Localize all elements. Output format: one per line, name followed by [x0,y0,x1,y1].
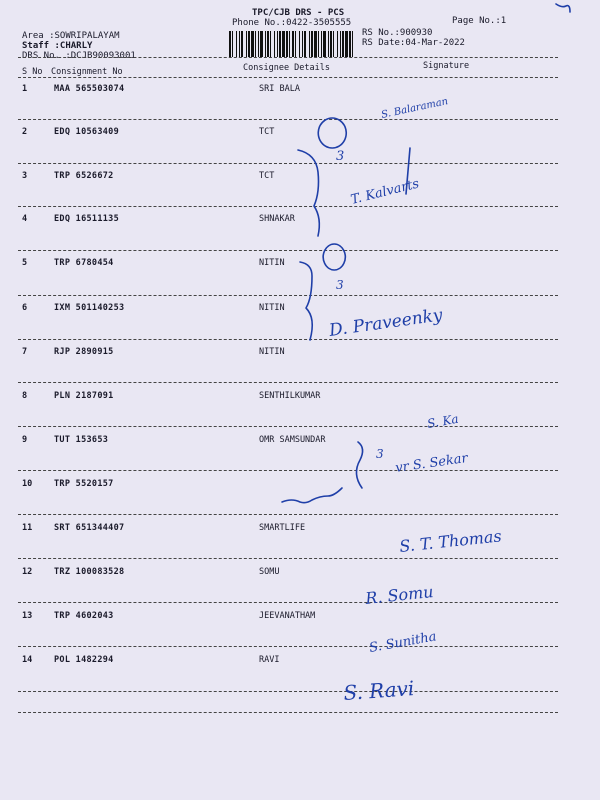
page-number: Page No.:1 [452,16,507,26]
barcode-bar [255,31,256,57]
barcode-bar [302,31,303,57]
row-sno: 4 [22,214,28,224]
row-consignee: OMR SAMSUNDAR [259,435,326,445]
row-consignee: TCT [259,127,275,137]
barcode-bar [314,31,317,57]
row-consignment: PLN 2187091 [54,391,114,401]
col-consignee: Consignee Details [243,63,330,73]
table-row [0,258,600,270]
table-row [0,567,600,579]
row-divider [18,250,558,251]
row-consignment: SRT 651344407 [54,523,125,533]
row-consignee: SRI BALA [259,84,300,94]
document-title: TPC/CJB DRS - PCS [252,8,345,18]
phone-number: Phone No.:0422-3505555 [232,18,352,28]
signature-senthilkumar: S. Ka [426,411,460,431]
barcode-bar [265,31,266,57]
table-row [0,171,600,183]
table-row [0,127,600,139]
row-consignee: SMARTLIFE [259,523,306,533]
table-row [0,391,600,403]
barcode-bar [258,31,259,57]
barcode-bar [277,31,278,57]
barcode-bar [270,31,271,57]
barcode [229,31,355,57]
barcode-bar [260,31,263,57]
barcode-bar [309,31,310,57]
row-divider [18,712,558,713]
column-divider [18,77,558,78]
row-divider [18,470,558,471]
row-divider [18,558,558,559]
barcode-bar [248,31,250,57]
row-sno: 6 [22,303,28,313]
barcode-bar [239,31,240,57]
row-consignee: NITIN [259,303,285,313]
row-sno: 1 [22,84,28,94]
row-consignee: SOMU [259,567,280,577]
row-consignment: TRP 6780454 [54,258,114,268]
barcode-bar [321,31,322,57]
row-sno: 13 [22,611,33,621]
table-row [0,84,600,96]
row-consignment: EDQ 16511135 [54,214,120,224]
row-consignee: RAVI [259,655,280,665]
barcode-bar [279,31,281,57]
barcode-bar [352,31,353,57]
barcode-bar [229,31,231,57]
circled-count: 3 [336,278,344,292]
barcode-bar [289,31,290,57]
barcode-bar [236,31,237,57]
header-divider [18,57,558,58]
col-consignment: Consignment No [51,67,123,77]
row-sno: 11 [22,523,33,533]
barcode-bar [251,31,254,57]
row-divider [18,426,558,427]
circled-count: 3 [376,447,384,461]
barcode-bar [318,31,319,57]
row-consignment: TRP 4602043 [54,611,114,621]
table-row [0,303,600,315]
signature-somu: R. Somu [364,581,435,608]
table-row [0,611,600,623]
row-sno: 7 [22,347,28,357]
barcode-bar [330,31,332,57]
row-consignment: TRP 6526672 [54,171,114,181]
row-sno: 9 [22,435,28,445]
row-consignee: SENTHILKUMAR [259,391,321,401]
barcode-bar [342,31,344,57]
barcode-bar [241,31,243,57]
barcode-bar [282,31,285,57]
barcode-bar [274,31,275,57]
barcode-bar [299,31,300,57]
col-signature: Signature [423,61,470,71]
bracket-mark [300,262,312,340]
barcode-bar [340,31,341,57]
barcode-bar [304,31,306,57]
row-consignment: TUT 153653 [54,435,109,445]
row-consignee: JEEVANATHAM [259,611,316,621]
row-sno: 14 [22,655,33,665]
table-row [0,655,600,667]
row-consignment: IXM 501140253 [54,303,125,313]
row-consignment: MAA 565503074 [54,84,125,94]
barcode-bar [328,31,329,57]
row-divider [18,339,558,340]
barcode-bar [267,31,269,57]
barcode-bar [232,31,233,57]
row-consignment: RJP 2890915 [54,347,114,357]
row-divider [18,119,558,120]
row-consignment: EDQ 10563409 [54,127,120,137]
row-divider [18,206,558,207]
row-consignee: NITIN [259,347,285,357]
table-row [0,479,600,491]
signature-sri-bala: S. Balaraman [380,96,450,121]
row-consignee: NITIN [259,258,285,268]
row-consignee: SHNAKAR [259,214,295,224]
table-row [0,347,600,359]
rs-date: RS Date:04-Mar-2022 [362,38,465,48]
signature-omr: vr S. Sekar [394,450,469,476]
row-divider [18,163,558,164]
area-label: Area :SOWRIPALAYAM [22,31,120,41]
row-sno: 2 [22,127,28,137]
row-consignment: TRP 5520157 [54,479,114,489]
rs-number: RS No.:900930 [362,28,433,38]
row-divider [18,602,558,603]
signature-jeevanatham: S. Sunitha [368,629,438,656]
row-sno: 5 [22,258,28,268]
barcode-bar [323,31,326,57]
barcode-bar [337,31,338,57]
row-sno: 12 [22,567,33,577]
row-consignee: TCT [259,171,275,181]
row-divider [18,514,558,515]
row-sno: 10 [22,479,33,489]
barcode-bar [345,31,348,57]
staff-label: Staff :CHARLY [22,41,93,51]
drs-number: DRS No. :DCJB90093001 [22,51,136,61]
barcode-bar [295,31,296,57]
barcode-bar [292,31,294,57]
signature-tct: T. Kalvarts [349,176,421,208]
barcode-bar [333,31,334,57]
row-divider [18,691,558,692]
signature-smartlife: S. T. Thomas [398,526,503,556]
barcode-bar [286,31,288,57]
row-sno: 3 [22,171,28,181]
table-row [0,523,600,535]
circled-count: 3 [336,149,345,164]
table-row [0,435,600,447]
row-consignment: TRZ 100083528 [54,567,125,577]
barcode-bar [246,31,247,57]
col-sno: S No [22,67,43,77]
barcode-bar [311,31,313,57]
barcode-bar [349,31,351,57]
row-divider [18,646,558,647]
signature-ravi: S. Ravi [342,676,416,705]
row-consignment: POL 1482294 [54,655,114,665]
corner-mark [556,4,570,12]
row-divider [18,295,558,296]
table-row [0,214,600,226]
row-sno: 8 [22,391,28,401]
row-divider [18,382,558,383]
signature-nitin: D. Praveenky [327,305,444,341]
